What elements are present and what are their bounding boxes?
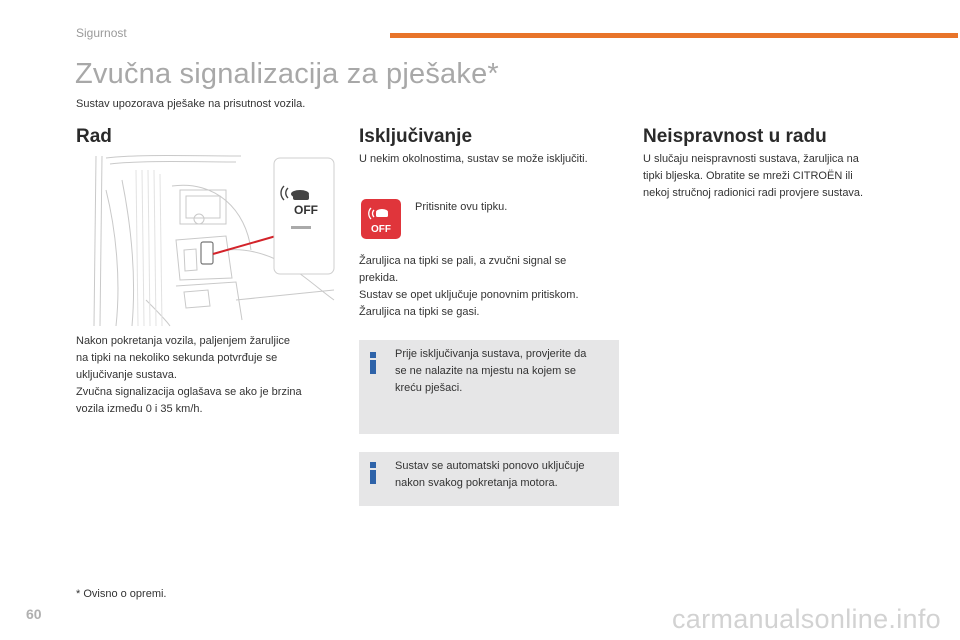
- off-button-icon: [361, 199, 401, 239]
- heading-iskljucivanje: Isključivanje: [359, 126, 473, 147]
- info1-line-2: se ne nalazite na mjestu na kojem se: [395, 365, 576, 377]
- neispravnost-text: [643, 151, 863, 202]
- info-icon: [369, 462, 377, 484]
- isk-line-2: prekida.: [359, 272, 399, 284]
- rad-line-2: na tipki na nekoliko sekunda potvrđuje se: [76, 352, 278, 364]
- isk-line-3: Sustav se opet uključuje ponovnim pritiskom.: [359, 289, 579, 301]
- info-box-auto-text: [395, 458, 585, 492]
- page-title: Zvučna signalizacija za pješake*: [75, 58, 499, 90]
- rad-line-5: vozila između 0 i 35 km/h.: [76, 403, 203, 415]
- page-number: 60: [26, 606, 42, 622]
- neis-line-3: nekoj stručnoj radionici radi provjere sustava.: [643, 187, 864, 199]
- info-box-warning-text: [395, 346, 586, 397]
- info-box-warning: [359, 340, 619, 434]
- heading-rad: Rad: [76, 126, 112, 147]
- neis-line-2: tipki bljeska. Obratite se mreži CITROËN ili: [643, 170, 853, 182]
- iskljucivanje-intro: U nekim okolnostima, sustav se može isključiti.: [359, 153, 588, 165]
- rad-line-1: Nakon pokretanja vozila, paljenjem žaruljice: [76, 335, 291, 347]
- header-rule: [390, 33, 958, 38]
- isk-line-4: Žaruljica na tipki se gasi.: [359, 306, 480, 318]
- heading-neispravnost: Neispravnost u radu: [643, 126, 827, 147]
- footnote: * Ovisno o opremi.: [76, 588, 167, 600]
- rad-line-4: Zvučna signalizacija oglašava se ako je brzina: [76, 386, 302, 398]
- info2-line-2: nakon svakog pokretanja motora.: [395, 477, 558, 489]
- info-icon: [369, 352, 377, 374]
- illustration-off-text: OFF: [294, 203, 318, 217]
- watermark-text: carmanualsonline.info: [672, 604, 941, 634]
- rad-text: [76, 333, 302, 418]
- info2-line-1: Sustav se automatski ponovo uključuje: [395, 460, 585, 472]
- iskljucivanje-text: [359, 253, 579, 321]
- rad-line-3: uključivanje sustava.: [76, 369, 177, 381]
- info-box-auto: [359, 452, 619, 506]
- info1-line-3: kreću pješaci.: [395, 382, 463, 394]
- off-button-label: OFF: [371, 224, 391, 235]
- dashboard-illustration: [76, 150, 336, 328]
- isk-line-1: Žaruljica na tipki se pali, a zvučni signal se: [359, 255, 567, 267]
- section-label: Sigurnost: [76, 26, 127, 40]
- neis-line-1: U slučaju neispravnosti sustava, žaruljica na: [643, 153, 859, 165]
- info1-line-1: Prije isključivanja sustava, provjerite da: [395, 348, 587, 360]
- press-instruction: Pritisnite ovu tipku.: [415, 201, 508, 213]
- page-subtitle: Sustav upozorava pješake na prisutnost vozila.: [76, 98, 306, 110]
